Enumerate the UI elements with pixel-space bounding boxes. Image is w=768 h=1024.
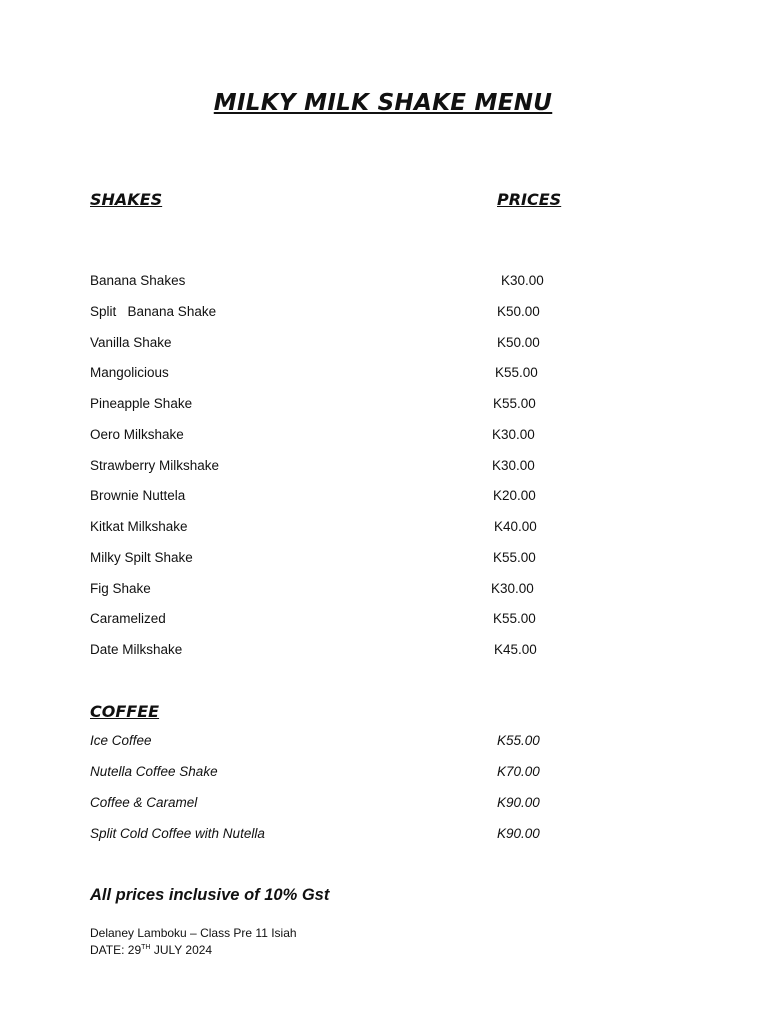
shake-name: Milky Spilt Shake bbox=[90, 550, 193, 565]
shake-price: K55.00 bbox=[493, 396, 536, 411]
shake-price: K50.00 bbox=[497, 304, 540, 319]
shake-name: Mangolicious bbox=[90, 365, 169, 380]
coffee-name: Coffee & Caramel bbox=[90, 795, 198, 810]
page-title: MILKY MILK SHAKE MENU bbox=[213, 90, 553, 116]
shake-name: Date Milkshake bbox=[90, 642, 183, 657]
coffee-name: Nutella Coffee Shake bbox=[90, 764, 218, 779]
shake-price: K55.00 bbox=[493, 611, 536, 626]
shake-name: Kitkat Milkshake bbox=[90, 519, 188, 534]
shake-name: Oero Milkshake bbox=[90, 427, 184, 442]
coffee-heading: COFFEE bbox=[90, 702, 160, 721]
coffee-price: K90.00 bbox=[497, 826, 540, 841]
coffee-name: Split Cold Coffee with Nutella bbox=[90, 826, 265, 841]
shake-name: Brownie Nuttela bbox=[90, 488, 186, 503]
shakes-heading: SHAKES bbox=[90, 190, 163, 209]
shake-name: Caramelized bbox=[90, 611, 166, 626]
date-prefix: DATE: 29 bbox=[90, 943, 142, 957]
gst-note: All prices inclusive of 10% Gst bbox=[90, 886, 330, 904]
shake-price: K30.00 bbox=[501, 273, 544, 288]
author-line: Delaney Lamboku – Class Pre 11 Isiah bbox=[90, 926, 297, 940]
shake-name: Split Banana Shake bbox=[90, 304, 217, 319]
shake-price: K50.00 bbox=[497, 335, 540, 350]
shake-price: K55.00 bbox=[495, 365, 538, 380]
shake-price: K30.00 bbox=[492, 427, 535, 442]
shake-name: Fig Shake bbox=[90, 581, 151, 596]
date-ordinal: TH bbox=[141, 944, 151, 951]
shake-name: Strawberry Milkshake bbox=[90, 458, 220, 473]
prices-heading: PRICES bbox=[497, 190, 562, 209]
coffee-price: K90.00 bbox=[497, 795, 540, 810]
shake-price: K45.00 bbox=[494, 642, 537, 657]
shake-price: K20.00 bbox=[493, 488, 536, 503]
shake-name: Banana Shakes bbox=[90, 273, 186, 288]
shake-name: Pineapple Shake bbox=[90, 396, 193, 411]
shake-name: Vanilla Shake bbox=[90, 335, 172, 350]
date-line bbox=[90, 943, 212, 957]
coffee-price: K55.00 bbox=[497, 733, 540, 748]
shake-price: K55.00 bbox=[493, 550, 536, 565]
shake-price: K30.00 bbox=[492, 458, 535, 473]
date-suffix: JULY 2024 bbox=[150, 943, 213, 957]
coffee-price: K70.00 bbox=[497, 764, 540, 779]
shake-price: K40.00 bbox=[494, 519, 537, 534]
shake-price: K30.00 bbox=[491, 581, 534, 596]
coffee-name: Ice Coffee bbox=[90, 733, 152, 748]
